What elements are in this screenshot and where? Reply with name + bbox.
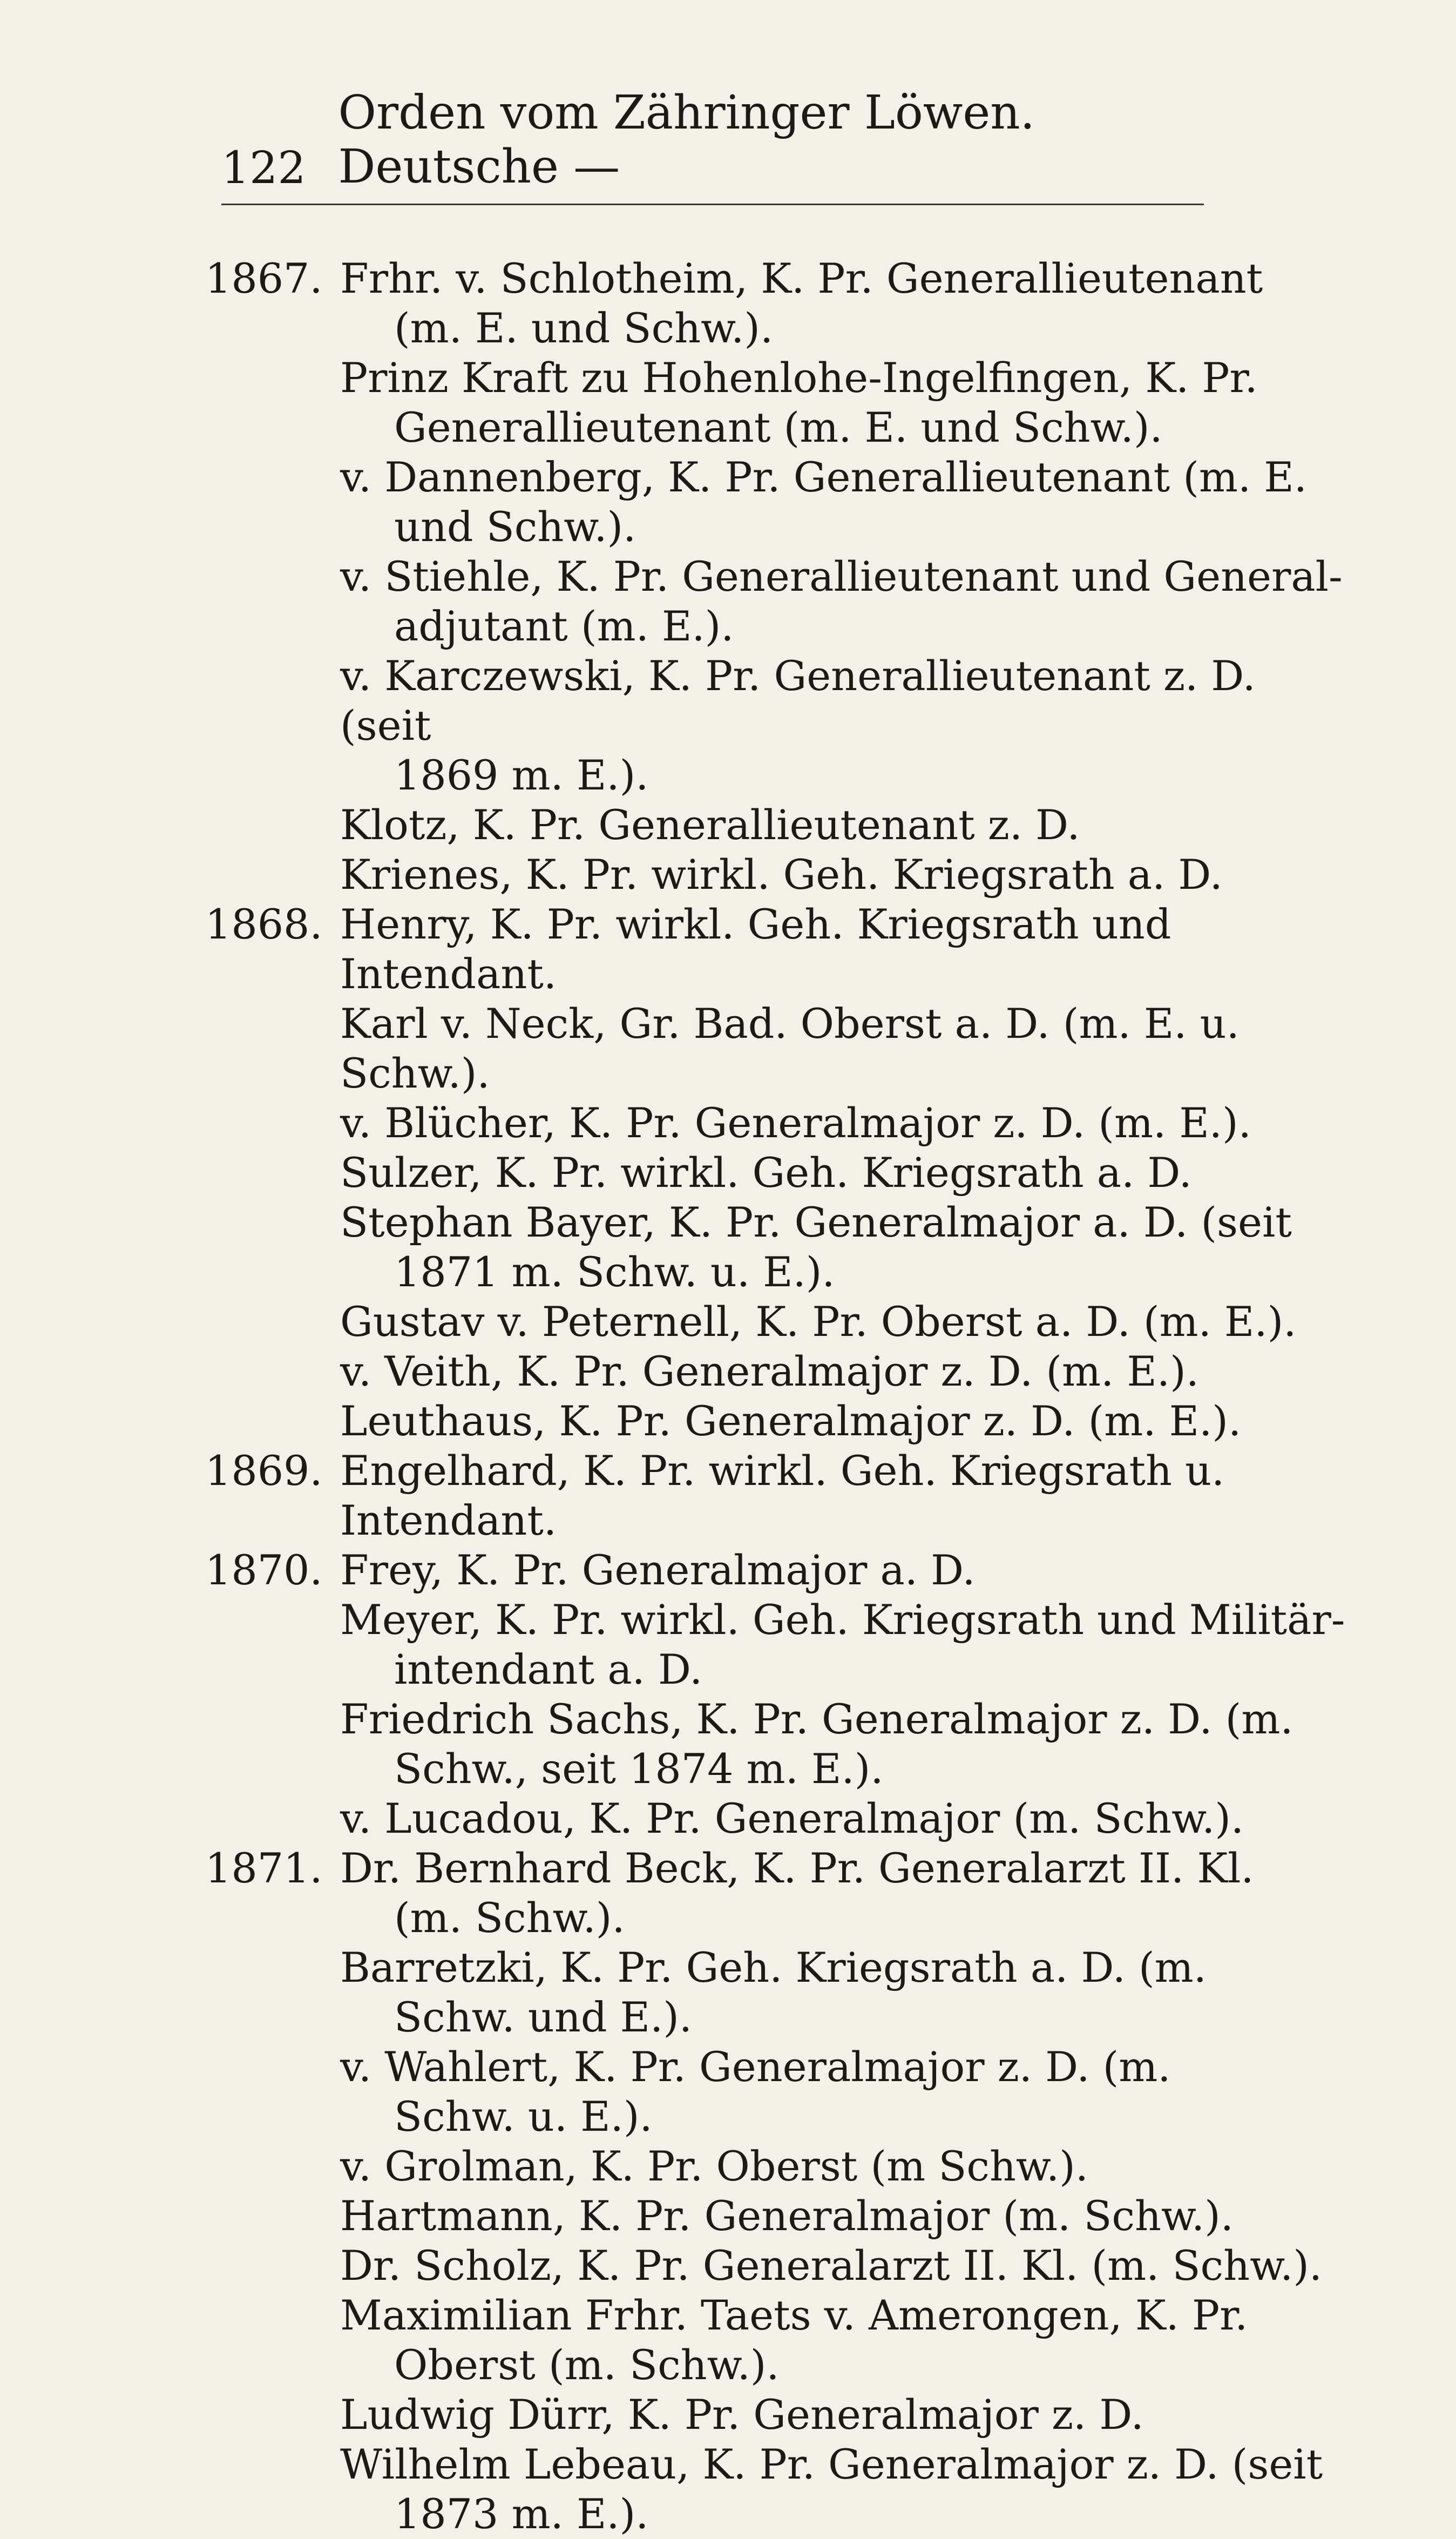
entry-year: 1868. (205, 900, 323, 948)
entry-text: Klotz, K. Pr. Generallieutenant z. D. (340, 801, 1080, 849)
list-item (205, 1694, 1350, 1794)
entry-continuation: und Schw.). (394, 503, 636, 551)
entry-text: Dr. Bernhard Beck, K. Pr. Generalarzt II. Kl. (340, 1844, 1254, 1892)
list-item (205, 2241, 1350, 2291)
entry-year: 1867. (205, 254, 323, 302)
entry-text: Gustav v. Peternell, K. Pr. Oberst a. D. (m. E.). (340, 1298, 1297, 1346)
list-item (205, 1943, 1350, 2042)
page-number: 122 (221, 143, 306, 194)
list-item (205, 1595, 1350, 1694)
entry-continuation: Oberst (m. Schw.). (394, 2341, 780, 2389)
entry-text: Henry, K. Pr. wirkl. Geh. Kriegsrath und Intendant. (340, 900, 1171, 998)
entry-text: Dr. Scholz, K. Pr. Generalarzt II. Kl. (m. Schw.). (340, 2241, 1323, 2290)
page-header (221, 86, 1204, 205)
entry-text: v. Grolman, K. Pr. Oberst (m Schw.). (340, 2142, 1088, 2190)
entry-continuation: 1869 m. E.). (394, 751, 649, 799)
entry-list (205, 254, 1350, 2539)
list-item (205, 1198, 1350, 1297)
entry-text: v. Karczewski, K. Pr. Generallieutenant z. D. (seit (340, 652, 1256, 749)
list-item (205, 2390, 1350, 2440)
entry-text: Engelhard, K. Pr. wirkl. Geh. Kriegsrath u. Intendant. (340, 1447, 1225, 1544)
entry-text: Barretzki, K. Pr. Geh. Kriegsrath a. D. (m. (340, 1943, 1207, 1991)
list-item (205, 651, 1350, 800)
entry-continuation: 1871 m. Schw. u. E.). (394, 1248, 835, 1296)
entry-text: Leuthaus, K. Pr. Generalmajor z. D. (m. E.). (340, 1397, 1242, 1445)
list-item (205, 2191, 1350, 2241)
entry-continuation: Schw., seit 1874 m. E.). (394, 1745, 884, 1793)
entry-text: Friedrich Sachs, K. Pr. Generalmajor z. D. (m. (340, 1695, 1294, 1743)
entry-continuation: (m. E. und Schw.). (394, 304, 774, 352)
entry-year: 1869. (205, 1447, 323, 1495)
entry-text: Sulzer, K. Pr. wirkl. Geh. Kriegsrath a. D. (340, 1149, 1192, 1197)
entry-continuation: 1873 m. E.). (394, 2490, 649, 2538)
list-item (205, 1844, 1350, 1943)
list-item (205, 1396, 1350, 1446)
entry-text: Ludwig Dürr, K. Pr. Generalmajor z. D. (340, 2391, 1144, 2439)
entry-text: Hartmann, K. Pr. Generalmajor (m. Schw.). (340, 2192, 1234, 2240)
list-item (205, 353, 1350, 453)
list-item (205, 2440, 1350, 2539)
entry-continuation: (m. Schw.). (394, 1894, 625, 1942)
entry-text: Wilhelm Lebeau, K. Pr. Generalmajor z. D. (seit (340, 2440, 1323, 2488)
list-item (205, 453, 1350, 552)
list-item (205, 1148, 1350, 1198)
entry-text: v. Veith, K. Pr. Generalmajor z. D. (m. E.). (340, 1347, 1199, 1395)
entry-text: v. Wahlert, K. Pr. Generalmajor z. D. (m. (340, 2043, 1171, 2091)
running-title: Orden vom Zähringer Löwen. Deutsche — (338, 86, 1035, 194)
list-item (205, 999, 1350, 1098)
entry-continuation: intendant a. D. (394, 1645, 703, 1693)
list-item (205, 1297, 1350, 1347)
list-item (205, 1545, 1350, 1595)
list-item (205, 2142, 1350, 2191)
entry-text: v. Lucadou, K. Pr. Generalmajor (m. Schw.). (340, 1794, 1244, 1842)
entry-continuation: Schw. u. E.). (394, 2092, 653, 2140)
entry-continuation: Generallieutenant (m. E. und Schw.). (394, 403, 1163, 451)
list-item (205, 552, 1350, 651)
entry-year: 1870. (205, 1546, 323, 1594)
entry-text: Maximilian Frhr. Taets v. Amerongen, K. Pr. (340, 2291, 1248, 2339)
list-item (205, 900, 1350, 999)
entry-text: v. Blücher, K. Pr. Generalmajor z. D. (m. E.). (340, 1099, 1251, 1147)
list-item (205, 850, 1350, 900)
list-item (205, 2042, 1350, 2142)
entry-text: v. Stiehle, K. Pr. Generallieutenant und General- (340, 552, 1343, 600)
list-item (205, 1347, 1350, 1396)
entry-text: Meyer, K. Pr. wirkl. Geh. Kriegsrath und Militär- (340, 1596, 1345, 1644)
list-item (205, 1794, 1350, 1844)
entry-text: Krienes, K. Pr. wirkl. Geh. Kriegsrath a. D. (340, 850, 1223, 899)
entry-text: Prinz Kraft zu Hohenlohe-Ingelfingen, K. Pr. (340, 354, 1258, 402)
entry-year: 1871. (205, 1844, 323, 1892)
entry-text: Frhr. v. Schlotheim, K. Pr. Generallieutenant (340, 254, 1263, 302)
entry-continuation: adjutant (m. E.). (394, 602, 734, 650)
entry-text: Karl v. Neck, Gr. Bad. Oberst a. D. (m. E. u. Schw.). (340, 1000, 1240, 1097)
entry-text: Stephan Bayer, K. Pr. Generalmajor a. D. (seit (340, 1198, 1292, 1246)
entry-text: v. Dannenberg, K. Pr. Generallieutenant (m. E. (340, 453, 1307, 501)
list-item (205, 800, 1350, 850)
list-item (205, 2291, 1350, 2390)
list-item (205, 1098, 1350, 1148)
list-item (205, 254, 1350, 353)
entry-text: Frey, K. Pr. Generalmajor a. D. (340, 1546, 976, 1594)
list-item (205, 1446, 1350, 1545)
entry-continuation: Schw. und E.). (394, 1993, 693, 2041)
